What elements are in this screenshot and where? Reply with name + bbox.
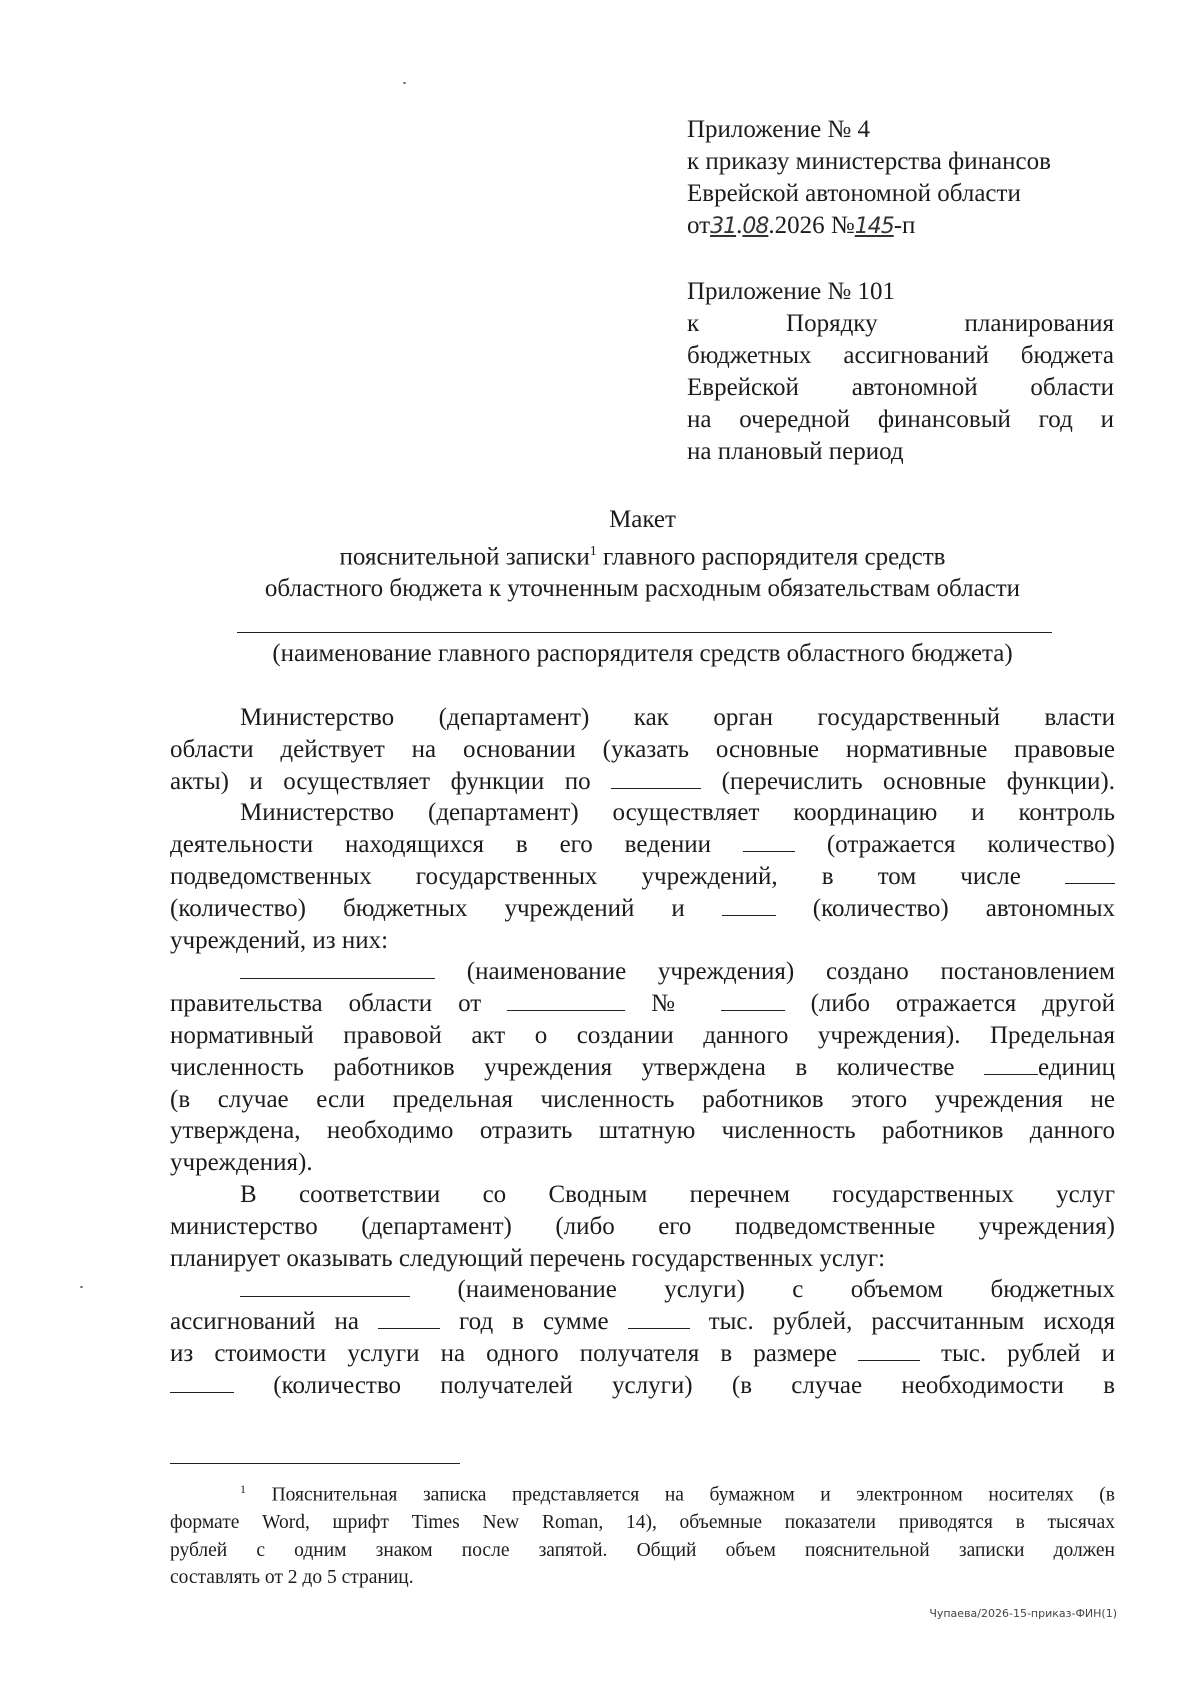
date-prefix: от xyxy=(687,212,711,239)
blank-field xyxy=(611,766,701,789)
body-line xyxy=(170,956,1115,988)
blank-field xyxy=(721,988,785,1011)
footnote-mark: 1 xyxy=(240,1482,246,1496)
text-fragment: ассигнований на xyxy=(170,1308,359,1336)
annex-4-order-ref: к приказу министерства финансов xyxy=(687,148,1051,175)
annex-4-region: Еврейской автономной области xyxy=(687,180,1021,207)
date-year: .2026 № xyxy=(768,212,855,239)
order-suffix: -п xyxy=(893,212,916,239)
title-line-2a: пояснительной записки xyxy=(339,543,590,571)
annex-101-title: Приложение № 101 xyxy=(687,278,896,305)
body-line xyxy=(170,1052,1115,1084)
footnote-line xyxy=(170,1476,1115,1509)
blank-field xyxy=(722,893,776,916)
body-line: нормативный правовой акт о создании данного учреждения). Предельная xyxy=(170,1021,1115,1049)
annex-4-header xyxy=(687,114,1127,243)
annex-101-line-4: Еврейской автономной области xyxy=(687,374,1114,401)
body-line: учреждений, из них: xyxy=(170,926,389,954)
annex-4-title: Приложение № 4 xyxy=(687,116,871,143)
blank-field xyxy=(170,1370,234,1393)
text-fragment: численность работников учреждения утверждена в количестве xyxy=(170,1053,955,1081)
body-line: планирует оказывать следующий перечень государственных услуг: xyxy=(170,1244,886,1272)
annex-101-line-3: бюджетных ассигнований бюджета xyxy=(687,342,1114,369)
title-line-2 xyxy=(170,536,1115,573)
scan-speck xyxy=(80,1286,83,1288)
text-fragment: № xyxy=(651,990,695,1018)
body-line: Министерство (департамент) осуществляет координацию и контроль xyxy=(240,799,1115,827)
body-line: области действует на основании (указать основные нормативные правовые xyxy=(170,735,1115,763)
footnote-line: формате Word, шрифт Times New Roman, 14), объемные показатели приводятся в тысячах xyxy=(170,1512,1115,1533)
blank-field xyxy=(240,1274,410,1297)
text-fragment: (перечислить основные функции). xyxy=(721,767,1116,795)
body-line xyxy=(170,1306,1115,1338)
title-line-2b: главного распорядителя средств xyxy=(602,543,946,571)
text-fragment: год в сумме xyxy=(459,1308,609,1336)
title-line-1: Макет xyxy=(609,506,676,533)
handwritten-order-number: 145 xyxy=(854,214,894,239)
text-fragment: тыс. рублей, рассчитанным исходя xyxy=(708,1308,1116,1336)
footnote-separator xyxy=(170,1463,460,1464)
text-fragment: (наименование учреждения) создано постановлением xyxy=(466,958,1116,986)
text-fragment xyxy=(984,1054,1115,1081)
text-fragment: подведомственных государственных учреждений, в том числе xyxy=(170,862,1021,890)
fill-in-caption: (наименование главного распорядителя средств областного бюджета) xyxy=(272,640,1013,667)
blank-field xyxy=(507,988,625,1011)
blank-field xyxy=(378,1306,440,1329)
annex-101-line-6: на плановый период xyxy=(687,438,904,465)
body-line xyxy=(170,1338,1115,1370)
date-dot: . xyxy=(736,212,743,239)
body-line: учреждения). xyxy=(170,1149,313,1177)
handwritten-day: 31 xyxy=(710,214,737,239)
body-line xyxy=(170,766,1115,798)
blank-field xyxy=(984,1052,1038,1075)
text-fragment: из стоимости услуги на одного получателя в размере xyxy=(170,1339,837,1367)
body-line xyxy=(170,861,1115,893)
body-text xyxy=(170,702,1115,1402)
file-path-stamp: Чупаева/2026-15-приказ-ФИН(1) xyxy=(929,1607,1117,1620)
text-fragment: тыс. рублей и xyxy=(941,1339,1115,1367)
blank-field xyxy=(628,1306,690,1329)
text-fragment: деятельности находящихся в его ведении xyxy=(170,831,712,859)
annex-101-line-2: к Порядку планирования xyxy=(687,310,1114,337)
text-fragment: правительства области от xyxy=(170,990,482,1018)
fill-in-line xyxy=(237,632,1052,633)
handwritten-month: 08 xyxy=(742,214,769,239)
text-fragment: (количество) бюджетных учреждений и xyxy=(170,894,685,922)
blank-field xyxy=(240,956,435,979)
text-fragment: единиц xyxy=(1037,1053,1115,1081)
blank-field xyxy=(743,829,795,852)
footnote-reference: 1 xyxy=(589,544,597,559)
text-fragment: (отражается количество) xyxy=(826,831,1116,859)
footnote-line: рублей с одним знаком после запятой. Общий объем пояснительной записки должен xyxy=(170,1539,1115,1561)
text-fragment: акты) и осуществляет функции по xyxy=(170,767,591,795)
body-line xyxy=(170,893,1115,925)
scan-speck xyxy=(403,82,406,84)
body-line: утверждена, необходимо отразить штатную численность работников данного xyxy=(170,1117,1115,1145)
body-line: В соответствии со Сводным перечнем государственных услуг xyxy=(240,1180,1115,1208)
title-line-3: областного бюджета к уточненным расходным обязательствам области xyxy=(264,575,1021,603)
text-fragment: (количество получателей услуги) (в случае необходимости в xyxy=(273,1371,1116,1399)
blank-field xyxy=(1065,861,1115,884)
body-line xyxy=(170,1370,1115,1402)
footnote xyxy=(170,1476,1115,1592)
text-fragment: Пояснительная записка представляется на бумажном и электронном носителях (в xyxy=(271,1484,1115,1506)
annex-101-header xyxy=(687,276,1114,468)
text-fragment: (наименование услуги) с объемом бюджетных xyxy=(457,1276,1115,1304)
body-line xyxy=(170,1274,1115,1306)
body-line xyxy=(170,829,1115,861)
annex-101-line-5: на очередной финансовый год и xyxy=(687,406,1114,433)
body-line: (в случае если предельная численность работников этого учреждения не xyxy=(170,1085,1115,1113)
text-fragment: (количество) автономных xyxy=(812,894,1116,922)
annex-4-date-line xyxy=(687,210,1127,243)
body-line: министерство (департамент) (либо его подведомственные учреждения) xyxy=(170,1212,1115,1240)
text-fragment: (либо отражается другой xyxy=(810,990,1116,1018)
footnote-line: составлять от 2 до 5 страниц. xyxy=(170,1567,414,1588)
body-line: Министерство (департамент) как орган государственный власти xyxy=(240,704,1115,731)
body-line xyxy=(170,988,1115,1020)
document-title xyxy=(170,504,1115,605)
blank-field xyxy=(858,1338,920,1361)
